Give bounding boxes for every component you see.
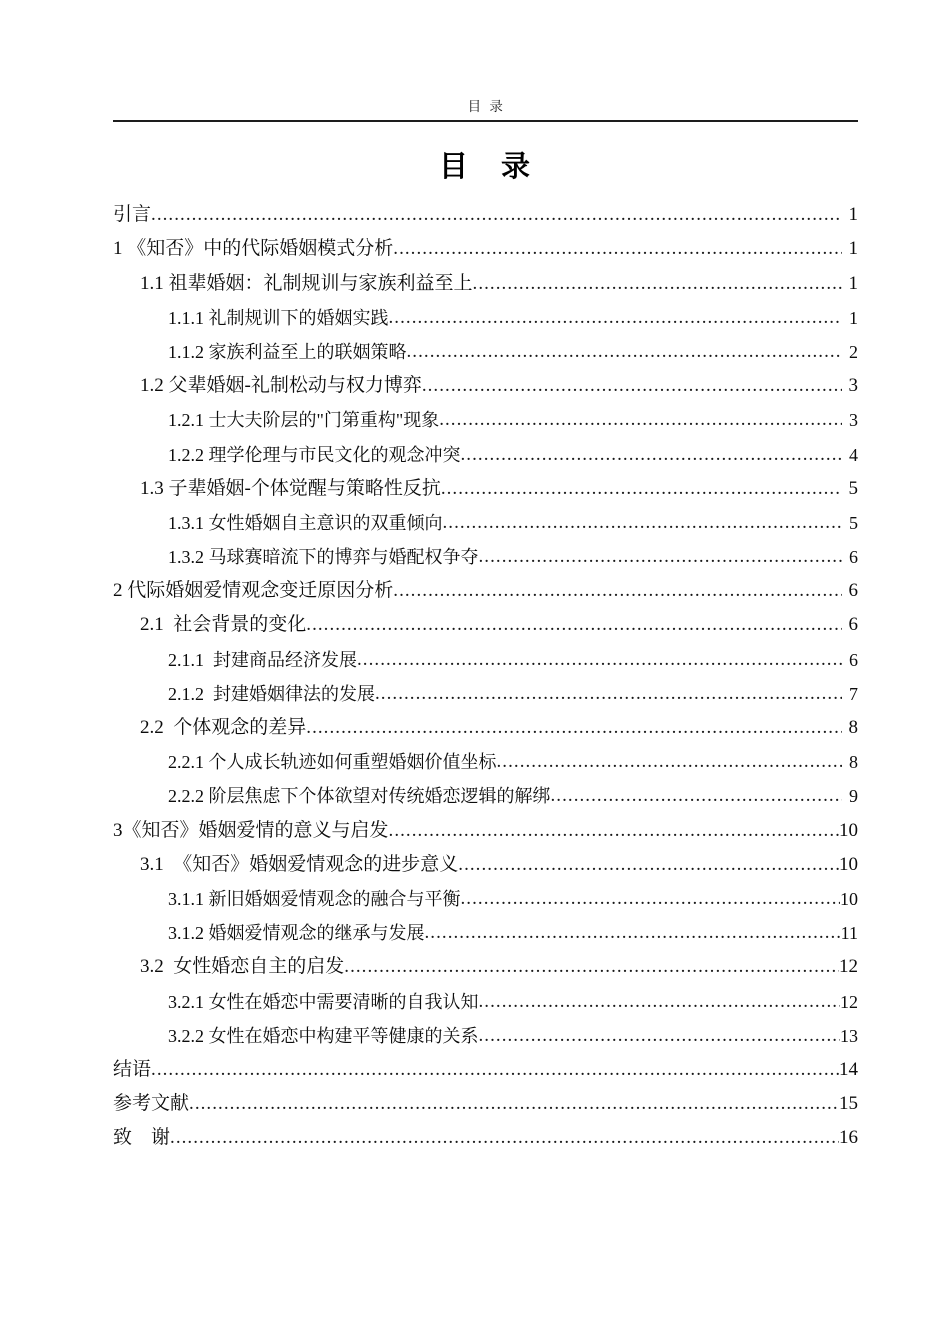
- toc-leader-dots: [497, 747, 843, 777]
- toc-entry-label: 2.2.1 个人成长轨迹如何重塑婚姻价值坐标: [168, 752, 497, 773]
- toc-page-number: 15: [839, 1093, 858, 1115]
- toc-page-number: 10: [839, 819, 858, 841]
- toc-leader-dots: [473, 269, 842, 299]
- toc-entry-label: 3《知否》婚姻爱情的意义与启发: [113, 819, 389, 841]
- toc-leader-dots: [479, 987, 841, 1017]
- toc-entry-label: 致 谢: [113, 1127, 171, 1149]
- toc-entry-label: 3.2.1 女性在婚恋中需要清晰的自我认知: [168, 991, 479, 1012]
- toc-entry[interactable]: [113, 743, 858, 777]
- toc-page-number: 12: [840, 991, 858, 1012]
- toc-entry[interactable]: [113, 333, 858, 367]
- toc-page-number: 13: [840, 1025, 858, 1046]
- toc-entry[interactable]: [113, 1119, 858, 1153]
- toc-entry[interactable]: [113, 264, 858, 298]
- toc-page-number: 1: [848, 272, 858, 294]
- toc-page-number: 6: [849, 547, 858, 568]
- toc-entry-label: 参考文献: [113, 1093, 190, 1115]
- toc-page-number: 6: [849, 649, 858, 670]
- toc-entry[interactable]: [113, 846, 858, 880]
- toc-leader-dots: [170, 1123, 839, 1153]
- toc-leader-dots: [441, 474, 842, 504]
- toc-entry-label: 2 代际婚姻爱情观念变迁原因分析: [113, 580, 394, 602]
- toc-entry[interactable]: [113, 401, 858, 435]
- toc-page-number: 16: [839, 1127, 858, 1149]
- toc-page-number: 7: [849, 683, 858, 704]
- toc-page-number: 8: [848, 717, 858, 738]
- toc-page-number: 4: [849, 444, 858, 465]
- toc-leader-dots: [393, 576, 842, 606]
- toc-leader-dots: [393, 234, 842, 264]
- page-header: [113, 98, 858, 122]
- toc-page-number: 11: [840, 923, 858, 944]
- toc-entry[interactable]: [113, 1085, 858, 1119]
- toc-entry[interactable]: [113, 811, 858, 845]
- toc-leader-dots: [189, 1089, 839, 1119]
- toc-entry-label: 结语: [113, 1058, 152, 1080]
- toc-page-number: 10: [839, 853, 858, 875]
- toc-page-number: 6: [848, 614, 858, 636]
- toc-entry-label: 2.2.2 阶层焦虑下个体欲望对传统婚恋逻辑的解绑: [168, 786, 551, 807]
- toc-entry-label: 1.3.1 女性婚姻自主意识的双重倾向: [168, 512, 443, 533]
- page-title: 目 录: [438, 151, 532, 183]
- toc-leader-dots: [306, 610, 842, 640]
- toc-entry-label: 1.1.1 礼制规训下的婚姻实践: [168, 307, 389, 328]
- toc-entry[interactable]: [113, 367, 858, 401]
- toc-entry-label: 2.1.2 封建婚姻律法的发展: [168, 683, 375, 704]
- toc-page-number: 1: [848, 204, 858, 226]
- toc-page-number: 8: [849, 752, 858, 773]
- toc-entry[interactable]: [113, 640, 858, 674]
- toc-leader-dots: [551, 781, 843, 811]
- toc-entry-label: 1.3.2 马球赛暗流下的博弈与婚配权争夺: [168, 547, 479, 568]
- toc-entry[interactable]: [113, 914, 858, 948]
- toc-entry[interactable]: [113, 504, 858, 538]
- toc-leader-dots: [389, 303, 843, 333]
- toc-leader-dots: [461, 884, 841, 914]
- toc-leader-dots: [306, 713, 842, 743]
- toc-entry[interactable]: [113, 675, 858, 709]
- toc-entry-label: 1.2.2 理学伦理与市民文化的观念冲突: [168, 444, 461, 465]
- toc-entry-label: 1 《知否》中的代际婚姻模式分析: [113, 238, 394, 260]
- toc-page-number: 14: [839, 1058, 858, 1080]
- toc-page-number: 9: [849, 786, 858, 807]
- toc-page-number: 2: [849, 341, 858, 362]
- toc-page-number: 3: [848, 375, 858, 397]
- toc-leader-dots: [443, 508, 843, 538]
- toc-entry-label: 1.2.1 士大夫阶层的"门第重构"现象: [168, 410, 440, 431]
- toc-entry[interactable]: [113, 196, 858, 230]
- toc-entry-label: 引言: [113, 204, 152, 226]
- toc-entry-label: 1.2 父辈婚姻-礼制松动与权力博弈: [140, 375, 422, 397]
- toc-entry-label: 3.1.2 婚姻爱情观念的继承与发展: [168, 923, 425, 944]
- toc-entry[interactable]: [113, 470, 858, 504]
- toc-leader-dots: [151, 200, 842, 230]
- toc-leader-dots: [479, 542, 843, 572]
- toc-entry[interactable]: [113, 709, 858, 743]
- running-header-title: 目 录: [467, 99, 504, 114]
- toc-entry[interactable]: [113, 982, 858, 1016]
- header-divider-rule: [113, 120, 858, 122]
- toc-leader-dots: [422, 371, 842, 401]
- toc-entry[interactable]: [113, 606, 858, 640]
- toc-page-number: 5: [849, 512, 858, 533]
- toc-page-number: 5: [848, 477, 858, 499]
- toc-entry[interactable]: [113, 880, 858, 914]
- toc-entry[interactable]: [113, 1017, 858, 1051]
- toc-entry-label: 1.3 子辈婚姻-个体觉醒与策略性反抗: [140, 477, 441, 499]
- toc-entry[interactable]: [113, 1051, 858, 1085]
- toc-page-number: 1: [849, 307, 858, 328]
- toc-leader-dots: [407, 337, 843, 367]
- toc-entry[interactable]: [113, 948, 858, 982]
- toc-leader-dots: [439, 405, 842, 435]
- toc-entry-label: 3.1.1 新旧婚姻爱情观念的融合与平衡: [168, 888, 461, 909]
- toc-leader-dots: [151, 1055, 839, 1085]
- toc-entry-label: 1.1 祖辈婚姻：礼制规训与家族利益至上: [140, 272, 473, 294]
- toc-entry[interactable]: [113, 572, 858, 606]
- toc-leader-dots: [458, 850, 839, 880]
- toc-entry[interactable]: [113, 435, 858, 469]
- toc-page-number: 6: [848, 580, 858, 602]
- toc-leader-dots: [357, 645, 842, 675]
- toc-leader-dots: [389, 816, 839, 846]
- toc-entry-label: 2.2 个体观念的差异: [140, 717, 307, 738]
- toc-entry-label: 3.1 《知否》婚姻爱情观念的进步意义: [140, 853, 459, 875]
- toc-entry-label: 2.1 社会背景的变化: [140, 614, 307, 636]
- toc-entry-label: 1.1.2 家族利益至上的联姻策略: [168, 341, 407, 362]
- toc-entry-label: 3.2.2 女性在婚恋中构建平等健康的关系: [168, 1025, 479, 1046]
- toc-leader-dots: [479, 1021, 841, 1051]
- toc-leader-dots: [461, 440, 843, 470]
- toc-page-number: 3: [849, 410, 858, 431]
- toc-page-number: 10: [840, 888, 858, 909]
- toc-page-number: 12: [839, 956, 858, 978]
- toc-entry[interactable]: [113, 230, 858, 264]
- toc-entry-label: 2.1.1 封建商品经济发展: [168, 649, 357, 670]
- toc-leader-dots: [425, 918, 841, 948]
- toc-page-number: 1: [848, 238, 858, 260]
- toc-entry[interactable]: [113, 538, 858, 572]
- toc-entry-label: 3.2 女性婚恋自主的启发: [140, 956, 345, 978]
- table-of-contents: [113, 196, 858, 1153]
- toc-leader-dots: [344, 952, 839, 982]
- toc-entry[interactable]: [113, 299, 858, 333]
- toc-leader-dots: [375, 679, 842, 709]
- toc-entry[interactable]: [113, 777, 858, 811]
